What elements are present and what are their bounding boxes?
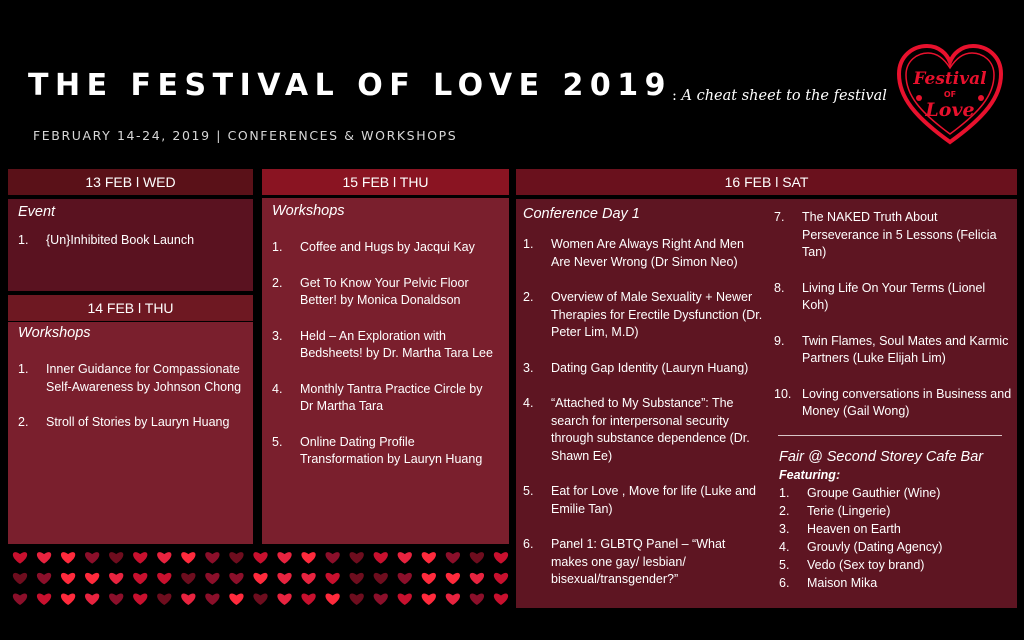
item-text: Panel 1: GLBTQ Panel – “What makes one gay/ lesbian/ bisexual/transgender?”	[551, 537, 726, 586]
day-13-item	[18, 232, 243, 250]
heart-icon	[85, 552, 99, 563]
day-16-item	[774, 386, 1014, 421]
fair-section	[779, 449, 1015, 592]
day-16-item	[523, 236, 763, 271]
heart-icon	[205, 593, 219, 604]
day-16-left-column	[523, 206, 763, 607]
item-number: 6.	[779, 576, 790, 590]
page-title: THE FESTIVAL OF LOVE 2019	[28, 68, 673, 103]
heart-icon	[494, 552, 508, 563]
item-number: 2.	[779, 504, 790, 518]
heart-icon	[446, 593, 460, 604]
day-16-item	[774, 209, 1014, 262]
day-15-item	[272, 434, 499, 469]
item-number: 5.	[272, 434, 283, 449]
logo-flower-left	[916, 95, 922, 101]
day-14-section-title: Workshops	[18, 325, 91, 341]
day-16-list-left	[523, 236, 763, 589]
day-15-item	[272, 239, 499, 257]
item-text: Women Are Always Right And Men Are Never Wrong (Dr Simon Neo)	[551, 237, 744, 269]
item-number: 10.	[774, 386, 792, 401]
day-14-item	[18, 414, 243, 432]
day-16-item	[523, 483, 763, 518]
fair-item	[779, 520, 1015, 538]
item-text: {Un}Inhibited Book Launch	[46, 233, 195, 247]
item-text: Grouvly (Dating Agency)	[807, 540, 943, 554]
day-13-header: 13 FEB l WED	[8, 169, 253, 195]
heart-icon	[85, 573, 99, 584]
item-text: Vedo (Sex toy brand)	[807, 558, 925, 572]
heart-icon	[157, 593, 171, 604]
heart-icon	[229, 552, 243, 563]
logo-text-love: Love	[925, 99, 975, 121]
item-text: Stroll of Stories by Lauryn Huang	[46, 415, 230, 429]
heart-icon	[494, 573, 508, 584]
heart-icon	[133, 593, 147, 604]
item-number: 3.	[523, 360, 534, 375]
logo-flower-right	[978, 95, 984, 101]
heart-icon	[61, 552, 75, 563]
heart-icon	[37, 552, 51, 563]
heart-icon	[253, 573, 267, 584]
item-number: 6.	[523, 537, 534, 551]
heart-icon	[325, 573, 339, 584]
heart-icon	[229, 593, 243, 604]
heart-icon	[37, 573, 51, 584]
heart-icon	[470, 593, 484, 604]
day-15-section-title: Workshops	[272, 203, 345, 219]
day-15-item	[272, 275, 499, 310]
heart-icon	[13, 573, 27, 584]
heart-icon	[37, 593, 51, 604]
day-16-list-right	[774, 209, 1014, 421]
hearts-decoration	[8, 547, 513, 609]
heart-icon	[446, 573, 460, 584]
heart-icon	[109, 593, 123, 604]
item-text: Twin Flames, Soul Mates and Karmic Partners (Luke Elijah Lim)	[802, 333, 1009, 365]
day-16-right-column	[774, 209, 1014, 439]
heart-icon	[374, 573, 388, 584]
day-16-panel	[516, 199, 1017, 608]
fair-featuring-label: Featuring:	[779, 468, 841, 482]
item-number: 7.	[774, 210, 785, 224]
heart-icon	[301, 573, 315, 584]
item-text: Held – An Exploration with Bedsheets! by Dr. Martha Tara Lee	[300, 328, 493, 360]
heart-icon	[181, 593, 195, 604]
heart-icon	[133, 573, 147, 584]
day-16-header: 16 FEB l SAT	[516, 169, 1017, 195]
item-text: Coffee and Hugs by Jacqui Kay	[300, 240, 475, 254]
heart-icon	[181, 552, 195, 563]
heart-icon	[350, 593, 364, 604]
item-text: Dating Gap Identity (Lauryn Huang)	[551, 360, 749, 375]
logo-text-of: OF	[943, 90, 957, 99]
item-text: Loving conversations in Business and Money (Gail Wong)	[802, 386, 1012, 418]
subtitle-colon: :	[672, 88, 677, 104]
heart-icon	[61, 593, 75, 604]
day-16-item	[523, 360, 763, 378]
heart-icon	[229, 573, 243, 584]
subtitle	[672, 88, 887, 104]
day-15-list	[272, 239, 499, 469]
heart-icon	[325, 593, 339, 604]
item-text: Inner Guidance for Compassionate Self-Awareness by Johnson Chong	[46, 362, 242, 394]
day-13-list	[18, 232, 243, 250]
item-text: Eat for Love , Move for life (Luke and Emilie Tan)	[551, 484, 756, 516]
item-number: 2.	[18, 415, 29, 429]
item-number: 1.	[272, 240, 283, 254]
item-number: 3.	[779, 522, 790, 536]
heart-icon	[253, 593, 267, 604]
fair-item	[779, 538, 1015, 556]
item-text: Monthly Tantra Practice Circle by Dr Martha Tara	[300, 381, 483, 413]
heart-icon	[301, 593, 315, 604]
heart-icon	[470, 573, 484, 584]
day-16-item	[774, 280, 1014, 315]
logo-flower-top	[948, 58, 953, 63]
item-number: 3.	[272, 328, 283, 343]
heart-icon	[109, 573, 123, 584]
day-16-item	[523, 289, 763, 342]
heart-icon	[422, 593, 436, 604]
heart-icon	[325, 552, 339, 563]
day-15-panel	[262, 198, 509, 544]
heart-icon	[133, 552, 147, 563]
heart-icon	[205, 573, 219, 584]
item-number: 9.	[774, 333, 785, 348]
logo-text-festival: Festival	[913, 69, 987, 89]
heart-icon	[422, 573, 436, 584]
heart-icon	[181, 573, 195, 584]
item-number: 2.	[272, 275, 283, 290]
day-14-item	[18, 361, 243, 396]
heart-icon	[61, 573, 75, 584]
divider	[778, 435, 1002, 436]
day-15-header: 15 FEB l THU	[262, 169, 509, 195]
heart-icon	[157, 573, 171, 584]
item-number: 4.	[779, 540, 790, 554]
heart-icon	[157, 552, 171, 563]
day-14-list	[18, 361, 243, 432]
heart-icon	[374, 552, 388, 563]
heart-icon	[398, 593, 412, 604]
day-16-item	[523, 536, 763, 589]
item-number: 1.	[18, 362, 29, 376]
fair-item	[779, 574, 1015, 592]
item-number: 5.	[779, 558, 790, 572]
fair-item	[779, 556, 1015, 574]
heart-icon	[85, 593, 99, 604]
item-number: 2.	[523, 290, 534, 304]
item-number: 1.	[779, 486, 790, 500]
heart-icon	[253, 552, 267, 563]
heart-icon	[205, 552, 219, 563]
item-text: Online Dating Profile Transformation by Lauryn Huang	[300, 434, 483, 466]
day-15-item	[272, 328, 499, 363]
heart-icon	[13, 552, 27, 563]
day-14-header: 14 FEB l THU	[8, 295, 253, 321]
heart-icon	[494, 593, 508, 604]
item-text: Overview of Male Sexuality + Newer Therapies for Erectile Dysfunction (Dr. Peter Lim, M.D)	[551, 290, 763, 339]
day-13-section-title: Event	[18, 204, 56, 220]
event-dates: FEBRUARY 14-24, 2019 | CONFERENCES & WORKSHOPS	[33, 128, 458, 143]
fair-item	[779, 484, 1015, 502]
item-text: Get To Know Your Pelvic Floor Better! by Monica Donaldson	[300, 275, 469, 307]
item-text: Living Life On Your Terms (Lionel Koh)	[802, 280, 986, 312]
heart-icon	[277, 552, 291, 563]
day-16-section-title: Conference Day 1	[523, 206, 640, 222]
heart-icon	[350, 552, 364, 563]
day-16-item	[523, 395, 763, 465]
item-number: 8.	[774, 280, 785, 295]
heart-icon	[350, 573, 364, 584]
heart-icon	[422, 552, 436, 563]
day-14-panel	[8, 322, 253, 544]
festival-logo	[895, 42, 1005, 148]
heart-icon	[277, 573, 291, 584]
fair-title: Fair @ Second Storey Cafe Bar	[779, 449, 984, 465]
heart-icon	[13, 593, 27, 604]
item-text: Heaven on Earth	[807, 522, 901, 536]
item-number: 4.	[272, 381, 283, 396]
item-number: 1.	[18, 233, 29, 247]
item-text: “Attached to My Substance”: The search for interpersonal security through substance dependence (Dr. Shawn Ee)	[551, 396, 750, 463]
heart-icon	[470, 552, 484, 563]
item-text: The NAKED Truth About Perseverance in 5 Lessons (Felicia Tan)	[802, 210, 997, 259]
heart-icon	[277, 593, 291, 604]
subtitle-text: A cheat sheet to the festival	[681, 88, 887, 104]
day-13-panel	[8, 199, 253, 291]
heart-icon	[446, 552, 460, 563]
item-number: 1.	[523, 237, 534, 251]
item-number: 5.	[523, 484, 534, 498]
heart-icon	[374, 593, 388, 604]
item-text: Terie (Lingerie)	[807, 504, 891, 518]
day-16-item	[774, 333, 1014, 368]
heart-icon	[301, 552, 315, 563]
heart-icon	[398, 552, 412, 563]
heart-icon	[398, 573, 412, 584]
day-15-item	[272, 381, 499, 416]
item-number: 4.	[523, 396, 534, 410]
fair-item	[779, 502, 1015, 520]
item-text: Maison Mika	[807, 576, 878, 590]
item-text: Groupe Gauthier (Wine)	[807, 486, 941, 500]
fair-list	[779, 484, 1015, 592]
heart-icon	[109, 552, 123, 563]
